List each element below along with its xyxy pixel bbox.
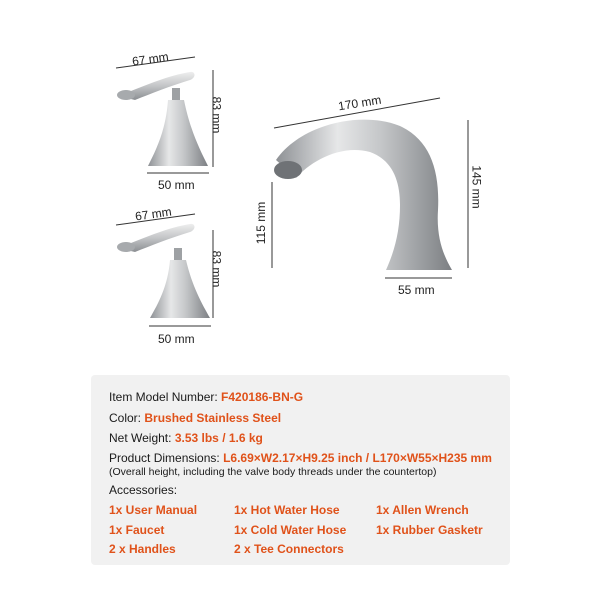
dim-handle-top-height: 83 mm	[209, 96, 224, 134]
faucet-spout	[274, 120, 452, 270]
dim-handle-bottom-height: 83 mm	[209, 250, 224, 288]
spec-dimensions-value: L6.69×W2.17×H9.25 inch / L170×W55×H235 mm	[223, 451, 492, 465]
spec-color-value: Brushed Stainless Steel	[144, 411, 282, 425]
accessory-item: 1x Faucet	[109, 523, 165, 537]
spec-model-label: Item Model Number:	[109, 390, 218, 404]
spec-model-value: F420186-BN-G	[221, 390, 304, 404]
handle-bottom	[117, 224, 210, 318]
accessory-item: 1x Cold Water Hose	[234, 523, 347, 537]
spec-card	[91, 375, 510, 565]
spec-dimensions-label: Product Dimensions:	[109, 451, 220, 465]
handle-top	[117, 72, 208, 166]
dim-handle-top-width: 67 mm	[131, 49, 170, 69]
spec-dimensions-note: (Overall height, including the valve body threads under the countertop)	[109, 466, 437, 478]
accessories-title: Accessories:	[109, 483, 178, 497]
accessory-item: 2 x Tee Connectors	[234, 542, 344, 556]
accessory-item: 2 x Handles	[109, 542, 176, 556]
dim-handle-top-base: 50 mm	[158, 178, 195, 192]
dim-spout-base: 55 mm	[398, 283, 435, 297]
accessory-item: 1x Hot Water Hose	[234, 503, 340, 517]
spec-color	[109, 411, 281, 425]
spec-color-label: Color:	[109, 411, 142, 425]
accessory-item: 1x User Manual	[109, 503, 198, 517]
dim-spout-outlet-height: 115 mm	[254, 201, 269, 245]
dim-handle-bottom-base: 50 mm	[158, 332, 195, 346]
dim-spout-length: 170 mm	[337, 92, 383, 114]
spec-weight	[109, 431, 263, 445]
spec-weight-value: 3.53 lbs / 1.6 kg	[174, 431, 263, 445]
spec-dimensions	[109, 451, 492, 465]
dim-handle-bottom-width: 67 mm	[134, 204, 173, 224]
accessory-item: 1x Allen Wrench	[376, 503, 469, 517]
accessory-item: 1x Rubber Gasketr	[376, 523, 483, 537]
dim-spout-height: 145 mm	[469, 165, 484, 209]
spec-weight-label: Net Weight:	[109, 431, 172, 445]
spec-model	[109, 390, 303, 404]
